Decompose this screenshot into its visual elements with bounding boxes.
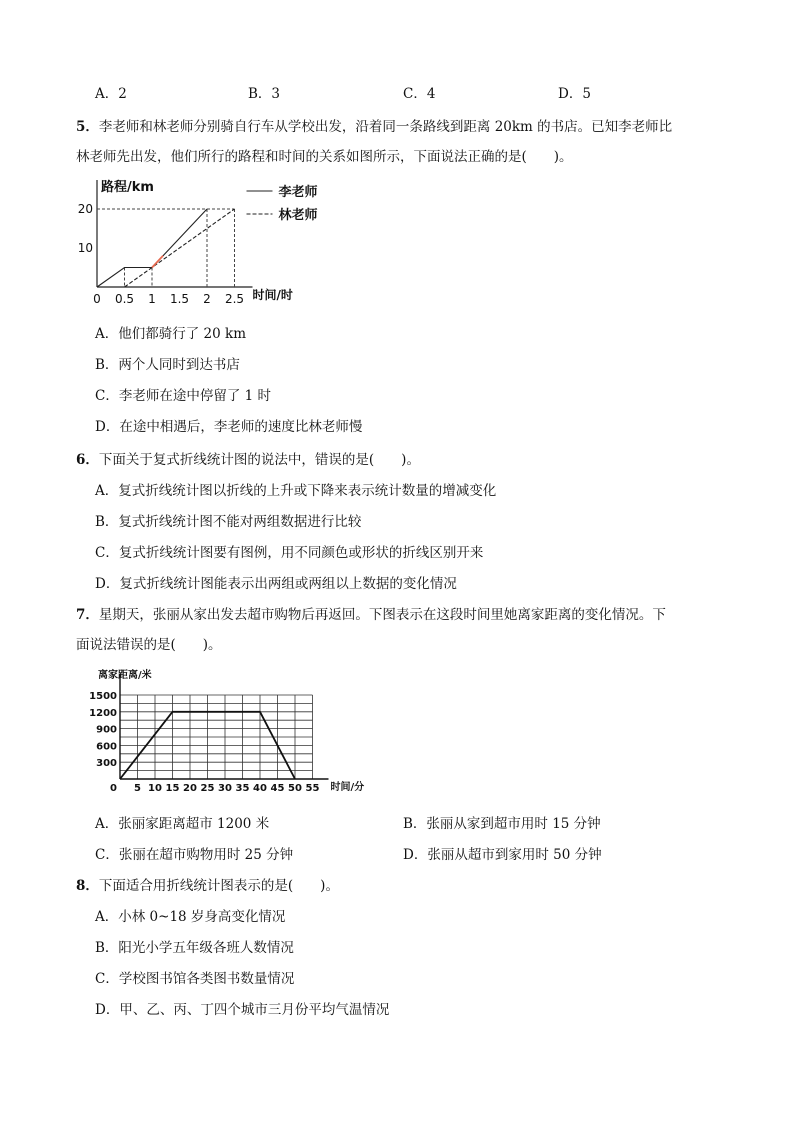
q7-chart: [89, 664, 365, 802]
q7-x-tick-label: 40: [253, 783, 267, 794]
q5-x-axis-label: 时间/时: [252, 288, 293, 302]
q5-y-tick-label: 20: [77, 202, 93, 216]
q5-chart: [77, 172, 340, 307]
q7-x-tick-label: 10: [148, 783, 162, 794]
q4-option-a[interactable]: A．2: [95, 86, 127, 102]
q5-stem-line1: [76, 115, 672, 135]
q7-x-tick-label: 50: [288, 783, 302, 794]
q7-x-tick-label: 25: [200, 783, 215, 794]
q7-stem-line1: [76, 603, 666, 623]
q7-x-tick-label: 30: [218, 783, 232, 794]
q5-y-tick-label: 10: [77, 241, 93, 255]
q7-x-tick-label: 0: [110, 783, 117, 794]
q5-legend-label-lin: 林老师: [278, 208, 318, 223]
q6-option-a[interactable]: A．复式折线统计图以折线的上升或下降来表示统计数量的增减变化: [95, 483, 497, 499]
q8-option-c[interactable]: C．学校图书馆各类图书数量情况: [95, 971, 295, 987]
q5-option-a[interactable]: A．他们都骑行了 20 km: [95, 326, 246, 342]
q7-y-tick-label: 1200: [89, 707, 117, 719]
q5-number: 5．: [76, 119, 99, 135]
q4-option-d[interactable]: D．5: [558, 86, 591, 102]
q7-y-axis-label: 离家距离/米: [98, 670, 152, 681]
q7-x-tick-label: 35: [235, 783, 250, 794]
q5-text-2: 林老师先出发，他们所行的路程和时间的关系如图所示，下面说法正确的是( )。: [76, 149, 573, 165]
q8-option-a[interactable]: A．小林 0~18 岁身高变化情况: [95, 909, 286, 925]
q5-meeting-highlight: [152, 256, 163, 268]
q5-option-d[interactable]: D．在途中相遇后，李老师的速度比林老师慢: [95, 419, 363, 435]
q6-text: 下面关于复式折线统计图的说法中，错误的是( )。: [98, 452, 420, 468]
q5-x-tick-label: 2.5: [224, 292, 245, 306]
q7-y-tick-label: 1500: [89, 691, 117, 702]
q6-option-c[interactable]: C．复式折线统计图要有图例，用不同颜色或形状的折线区别开来: [95, 545, 484, 561]
q5-option-b[interactable]: B．两个人同时到达书店: [95, 357, 240, 373]
q8-number: 8．: [76, 878, 99, 894]
q7-option-a[interactable]: A．张丽家距离超市 1200 米: [95, 816, 270, 832]
q7-x-tick-label: 20: [183, 783, 197, 794]
q7-y-tick-label: 900: [96, 724, 117, 736]
q6-option-d[interactable]: D．复式折线统计图能表示出两组或两组以上数据的变化情况: [95, 576, 457, 592]
q7-option-c[interactable]: C．张丽在超市购物用时 25 分钟: [95, 847, 294, 863]
q5-x-tick-label: 0: [93, 292, 101, 306]
q8-option-b[interactable]: B．阳光小学五年级各班人数情况: [95, 940, 294, 956]
q7-x-tick-label: 15: [165, 783, 180, 794]
q7-option-b[interactable]: B．张丽从家到超市用时 15 分钟: [403, 816, 601, 832]
q7-x-tick-label: 55: [305, 783, 320, 794]
q5-text-1: 李老师和林老师分别骑自行车从学校出发，沿着同一条路线到距离 20km 的书店。已知李老师比: [98, 119, 673, 135]
q7-number: 7．: [76, 607, 99, 623]
q5-x-tick-label: 2: [203, 292, 211, 306]
q7-text-2: 面说法错误的是( )。: [76, 637, 222, 653]
q8-text: 下面适合用折线统计图表示的是( )。: [98, 878, 339, 894]
q6-stem: [76, 448, 420, 468]
q4-option-b[interactable]: B．3: [248, 86, 281, 102]
q6-number: 6．: [76, 452, 99, 468]
q7-text-1: 星期天，张丽从家出发去超市购物后再返回。下图表示在这段时间里她离家距离的变化情况。下: [98, 607, 666, 623]
q5-x-tick-label: 1: [148, 292, 156, 306]
q5-x-tick-label: 1.5: [169, 292, 190, 306]
q6-option-b[interactable]: B．复式折线统计图不能对两组数据进行比较: [95, 514, 362, 530]
q8-option-d[interactable]: D．甲、乙、丙、丁四个城市三月份平均气温情况: [95, 1002, 390, 1018]
q5-legend-label-li: 李老师: [278, 185, 318, 200]
q7-x-tick-label: 45: [270, 783, 285, 794]
q7-y-tick-label: 300: [96, 758, 117, 770]
q7-option-d[interactable]: D．张丽从超市到家用时 50 分钟: [403, 847, 602, 863]
q7-x-tick-label: 5: [134, 783, 141, 794]
q8-stem: [76, 874, 339, 894]
q4-option-c[interactable]: C．4: [403, 86, 436, 102]
q7-y-tick-label: 600: [96, 741, 117, 753]
q5-series-line-lin: [125, 209, 235, 287]
q7-x-axis-label: 时间/分: [330, 782, 365, 793]
q5-x-tick-label: 0.5: [114, 292, 135, 306]
q5-y-axis-label: 路程/km: [101, 180, 154, 195]
q5-option-c[interactable]: C．李老师在途中停留了 1 时: [95, 388, 272, 404]
